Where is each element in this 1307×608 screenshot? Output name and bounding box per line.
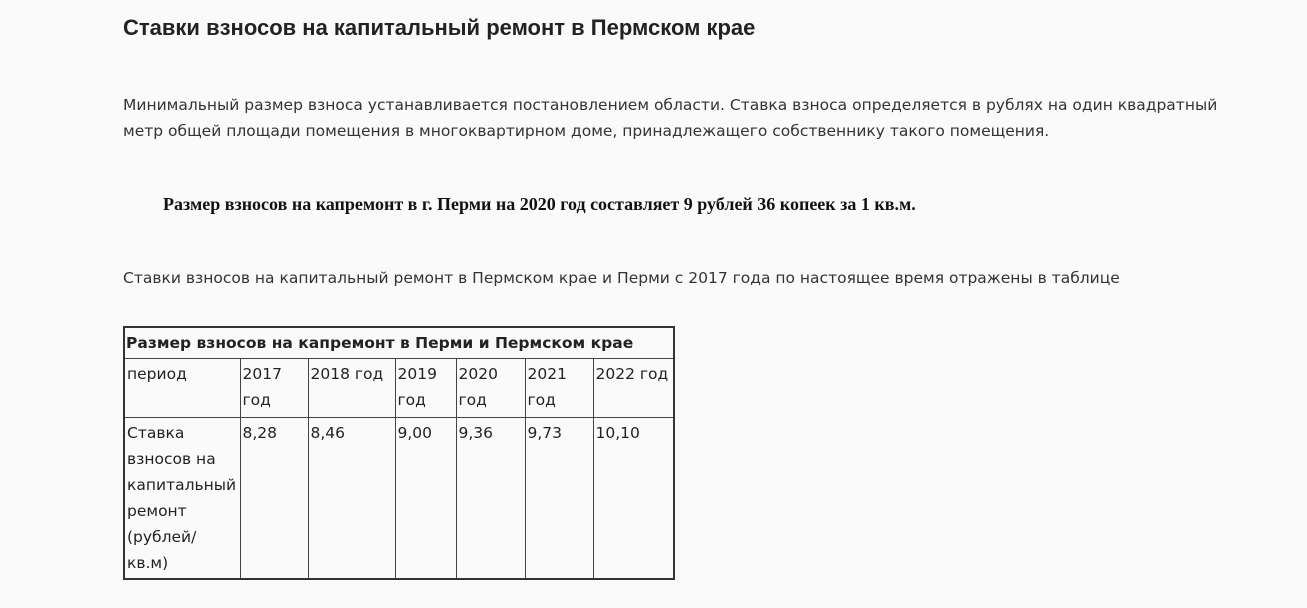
page-title: Ставки взносов на капитальный ремонт в Пермском крае (123, 15, 756, 40)
rate-cell: 9,73 (525, 418, 593, 580)
rate-cell: 10,10 (593, 418, 674, 580)
row-label-cell: Ставка взносов на капитальный ремонт (рублей/ кв.м) (124, 418, 240, 580)
header-cell-year: 2019 год (395, 359, 456, 418)
rate-cell: 9,00 (395, 418, 456, 580)
rate-cell: 9,36 (456, 418, 525, 580)
header-cell-year: 2020 год (456, 359, 525, 418)
intro-line: Минимальный размер взноса устанавливается постановлением области. Ставка взноса определяется в рублях на один квадратный (123, 96, 1218, 114)
header-cell-year: 2022 год (593, 359, 674, 418)
intro-paragraph (123, 92, 1217, 144)
table-caption-row (124, 327, 674, 359)
rate-cell: 8,46 (308, 418, 395, 580)
highlight-statement: Размер взносов на капремонт в г. Перми на 2020 год составляет 9 рублей 36 копеек за 1 кв.м. (163, 194, 916, 214)
table-caption: Размер взносов на капремонт в Перми и Пермском крае (124, 327, 674, 359)
header-cell-year: 2018 год (308, 359, 395, 418)
table-header-row (124, 359, 674, 418)
header-cell-year: 2021 год (525, 359, 593, 418)
table-row (124, 418, 674, 580)
header-cell-period: период (124, 359, 240, 418)
rates-table (123, 326, 675, 580)
rate-cell: 8,28 (240, 418, 308, 580)
header-cell-year: 2017 год (240, 359, 308, 418)
intro-line: метр общей площади помещения в многоквартирном доме, принадлежащего собственнику такого помещения. (123, 122, 1050, 140)
table-intro-text: Ставки взносов на капитальный ремонт в Пермском крае и Перми с 2017 года по настоящее время отражены в таблице (123, 269, 1120, 287)
